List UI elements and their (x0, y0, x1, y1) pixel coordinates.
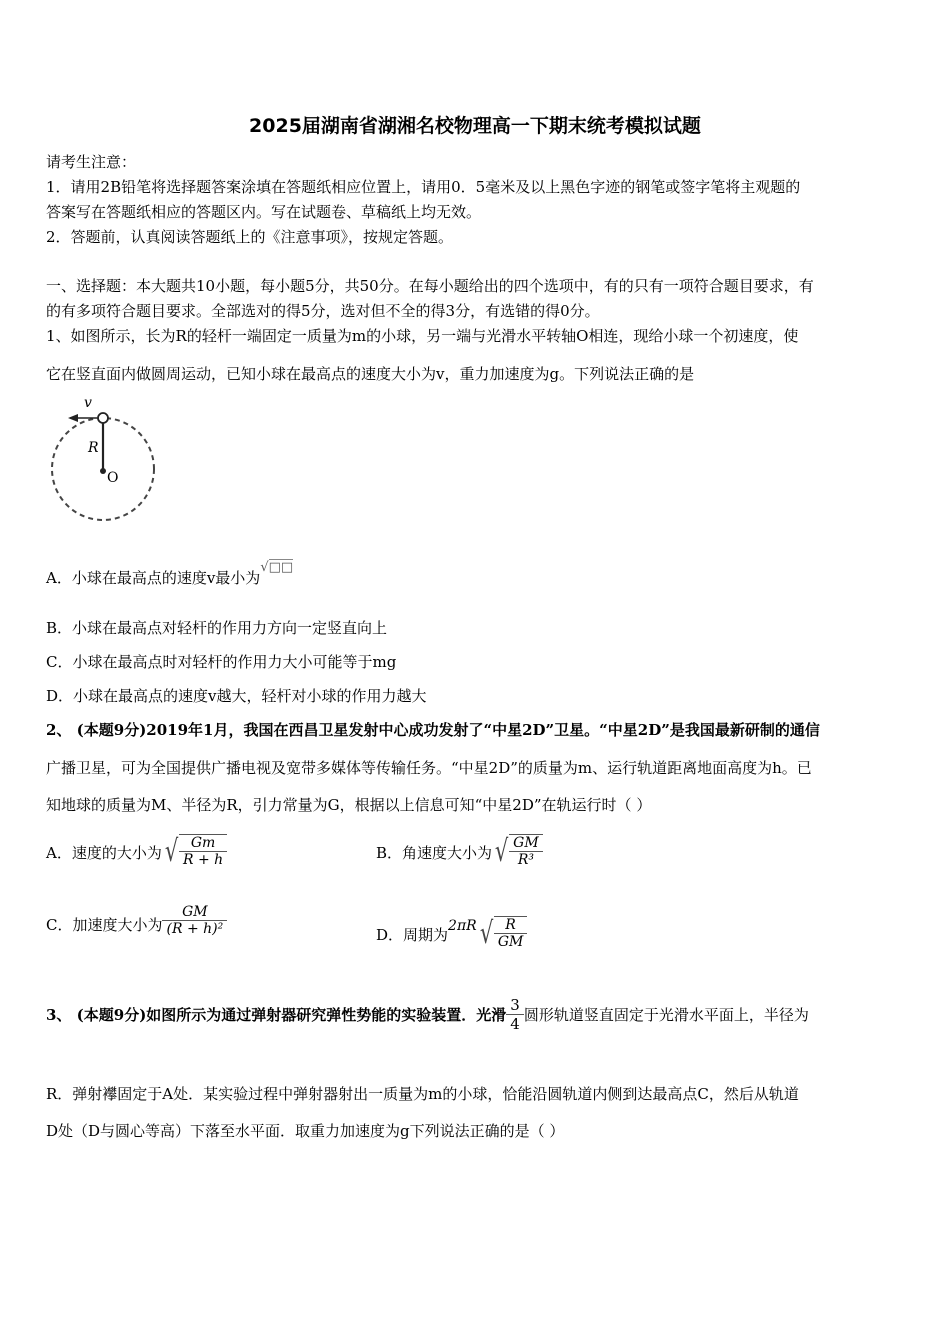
q2-option-d-numerator: R (505, 917, 516, 933)
section-1-line-1: 一、选择题：本大题共10小题，每小题5分，共50分。在每小题给出的四个选项中，有的只有一项符合题目要求，有 (46, 277, 814, 295)
q2-option-a (46, 830, 227, 874)
q1-stem-line-1: 1、如图所示，长为R的轻杆一端固定一质量为m的小球，另一端与光滑水平转轴O相连，现给小球一个初速度，使 (46, 327, 799, 345)
q2-option-d (376, 912, 527, 956)
q2-option-a-sqrt: √ $\frac{Gm}{R + h}$ (162, 830, 227, 874)
q2-option-d-denominator: GM (494, 933, 528, 950)
q3-stem-line-3: D处（D与圆心等高）下落至水平面．取重力加速度为g下列说法正确的是（ ） (46, 1122, 565, 1140)
q1-option-a (46, 560, 294, 590)
radius-label: R (88, 440, 99, 456)
q2-option-c (46, 904, 227, 937)
q2-option-a-numerator: Gm (190, 835, 216, 851)
q3-stem-line-1 (46, 996, 809, 1033)
q1-option-d: D．小球在最高点的速度v越大，轻杆对小球的作用力越大 (46, 687, 427, 705)
q1-option-a-text: A．小球在最高点的速度v最小为 (46, 569, 261, 587)
pivot-point (100, 468, 106, 474)
page-title: 2025届湖南省湖湘名校物理高一下期末统考模拟试题 (249, 115, 701, 137)
q2-option-b-sqrt: √ $\frac{GM}{\text{R³}}$ (492, 830, 543, 874)
q2-option-a-denominator: R + h (179, 851, 227, 868)
q1-figure (44, 390, 164, 530)
q3-stem-line-1-post: 圆形轨道竖直固定于光滑水平面上，半径为 (523, 1006, 809, 1024)
q1-option-c: C．小球在最高点时对轻杆的作用力大小可能等于mg (46, 653, 397, 671)
section-1-line-2: 的有多项符合题目要求。全部选对的得5分，选对但不全的得3分，有选错的得0分。 (46, 302, 600, 320)
q2-stem-line-1: 2、 (本题9分)2019年1月，我国在西昌卫星发射中心成功发射了“中星2D”卫星。“中星2D”是我国最新研制的通信 (46, 721, 820, 739)
q2-stem-line-3: 知地球的质量为M、半径为R，引力常量为G，根据以上信息可知“中星2D”在轨运行时（ ） (46, 796, 652, 814)
q2-option-a-label: A．速度的大小为 (46, 843, 162, 862)
q2-stem-line-2: 广播卫星，可为全国提供广播电视及宽带多媒体等传输任务。“中星2D”的质量为m、运行轨道距离地面高度为h。已 (46, 759, 812, 777)
q2-option-b-denominator: R³ (509, 851, 543, 868)
q2-option-d-sqrt: √ $\frac{R}{GM}$ (477, 912, 528, 956)
notice-item-2: 2．答题前，认真阅读答题纸上的《注意事项》，按规定答题。 (46, 228, 454, 246)
sqrt-placeholder: √□□ (260, 560, 294, 575)
q2-option-c-denominator: (R + h)² (162, 920, 227, 937)
notice-header: 请考生注意： (46, 153, 137, 171)
q2-option-b-label: B．角速度大小为 (376, 843, 493, 862)
notice-item-1-line-2: 答案写在答题纸相应的答题区内。写在试题卷、草稿纸上均无效。 (46, 203, 482, 221)
notice-item-1-line-1: 1．请用2B铅笔将选择题答案涂填在答题纸相应位置上，请用0．5毫米及以上黑色字迹的钢笔或签字笔将主观题的 (46, 178, 801, 196)
q2-option-c-numerator: GM (182, 904, 208, 920)
q1-option-b: B．小球在最高点对轻杆的作用力方向一定竖直向上 (46, 619, 388, 637)
q1-stem-line-2: 它在竖直面内做圆周运动，已知小球在最高点的速度大小为v，重力加速度为g。下列说法正确的是 (46, 365, 695, 383)
q2-option-d-prefix: 2πR (448, 918, 477, 934)
velocity-label: v (84, 395, 92, 411)
q3-stem-line-1-pre: 3、 (本题9分)如图所示为通过弹射器研究弹性势能的实验装置．光滑 (46, 1006, 507, 1024)
q2-option-b-numerator: GM (513, 835, 539, 851)
sqrt-placeholder-body: □□ (268, 560, 294, 575)
q3-fraction-denominator: 4 (506, 1014, 524, 1033)
q2-option-d-label: D．周期为 (376, 925, 449, 944)
pivot-label: O (107, 470, 119, 486)
q2-option-c-label: C．加速度大小为 (46, 916, 163, 934)
small-ball (98, 413, 108, 423)
circular-motion-diagram (44, 390, 164, 530)
q3-fraction-numerator: 3 (510, 996, 520, 1014)
q2-option-b (376, 830, 543, 874)
q3-stem-line-2: R．弹射襻固定于A处．某实验过程中弹射器射出一质量为m的小球，恰能沿圆轨道内侧到达最高点C，然后从轨道 (46, 1085, 799, 1103)
velocity-arrowhead (68, 414, 78, 422)
